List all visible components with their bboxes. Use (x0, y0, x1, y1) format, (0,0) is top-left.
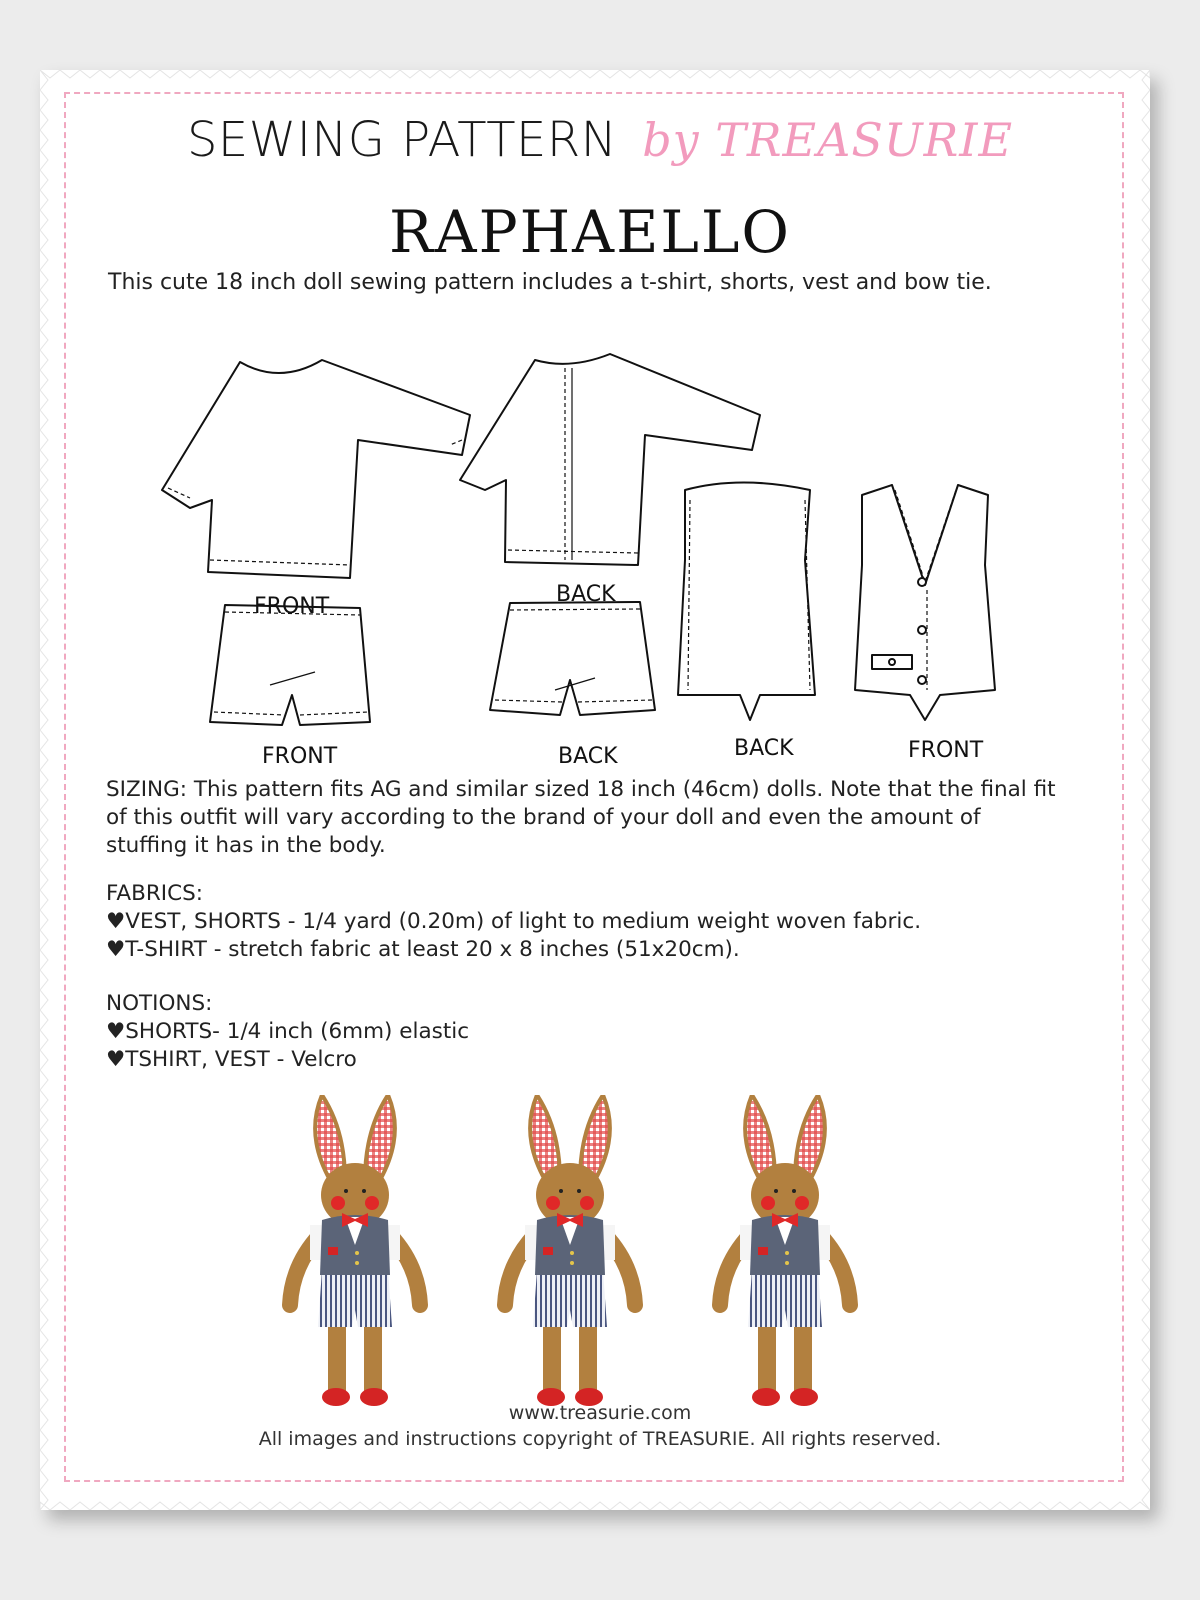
label-shorts-front: FRONT (262, 744, 338, 769)
title-main: SEWING PATTERN (186, 112, 618, 168)
shorts-back-sketch (490, 602, 655, 715)
doll-photos (270, 1095, 910, 1415)
sizing-section (106, 776, 1056, 860)
fabrics-heading: FABRICS: (106, 881, 204, 906)
page-title (0, 112, 1200, 168)
label-vest-back: BACK (734, 736, 794, 761)
sizing-line: SIZING: This pattern fits AG and similar sized 18 inch (46cm) dolls. Note that the final fit (106, 777, 1056, 802)
label-tshirt-back: BACK (556, 582, 616, 607)
label-vest-front: FRONT (908, 738, 984, 763)
doll-photo (290, 1095, 420, 1406)
vest-front-sketch (855, 485, 995, 720)
pattern-name: RAPHAELLO (389, 198, 791, 266)
label-shorts-back: BACK (558, 744, 618, 769)
shorts-front-sketch (210, 605, 370, 725)
notions-section (106, 990, 469, 1074)
sizing-line: stuffing it has in the body. (106, 833, 386, 858)
footer-copyright: All images and instructions copyright of TREASURIE. All rights reserved. (258, 1428, 942, 1450)
footer-url: www.treasurie.com (508, 1402, 692, 1424)
label-tshirt-front: FRONT (254, 594, 330, 619)
intro-text: This cute 18 inch doll sewing pattern includes a t-shirt, shorts, vest and bow tie. (108, 270, 992, 295)
notions-item: ♥TSHIRT, VEST - Velcro (106, 1047, 357, 1072)
notions-heading: NOTIONS: (106, 991, 213, 1016)
notions-item: ♥SHORTS- 1/4 inch (6mm) elastic (106, 1019, 470, 1044)
doll-photo (720, 1095, 850, 1406)
fabrics-item: ♥T-SHIRT - stretch fabric at least 20 x 8 inches (51x20cm). (106, 937, 740, 962)
garment-sketches (150, 350, 1050, 770)
tshirt-front-sketch (162, 360, 470, 578)
doll-photo (505, 1095, 635, 1406)
fabrics-section (106, 880, 921, 964)
brand-logo-text: by TREASURIE (642, 113, 1014, 167)
vest-back-sketch (678, 483, 815, 721)
sizing-line: of this outfit will vary according to the brand of your doll and even the amount of (106, 805, 981, 830)
fabrics-item: ♥VEST, SHORTS - 1/4 yard (0.20m) of light to medium weight woven fabric. (106, 909, 922, 934)
